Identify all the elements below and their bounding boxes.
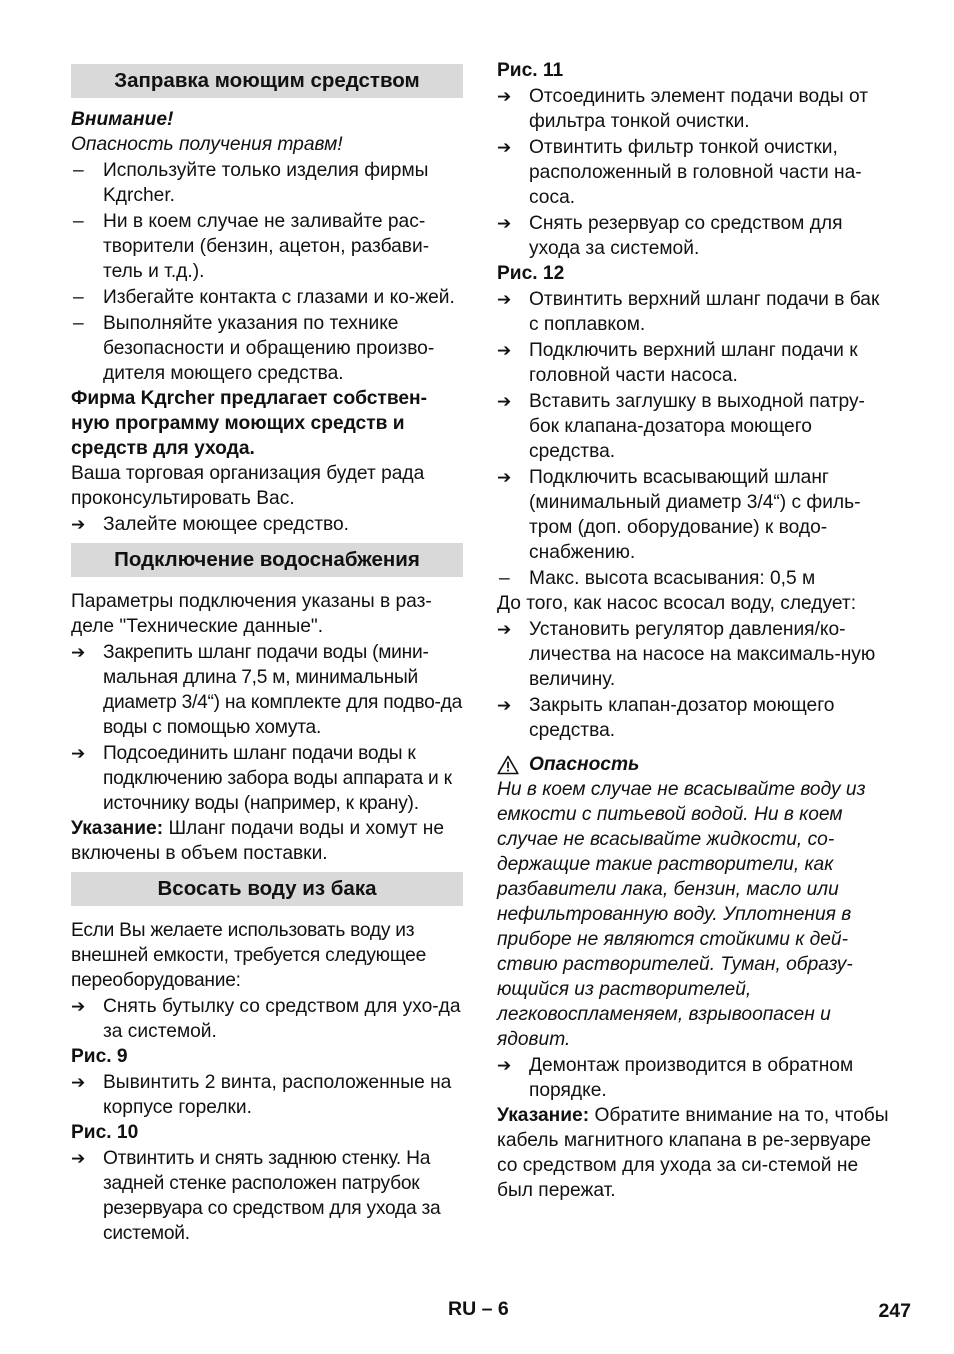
dash-marker-icon: – [73,313,84,334]
arrow-icon: ➔ [71,1149,85,1168]
dash-marker-icon: – [499,568,510,589]
arrow-icon: ➔ [497,468,512,487]
arrow-icon: ➔ [497,1056,512,1075]
step-item [497,693,889,743]
step-text: Отвинтить верхний шланг подачи в бак с поплавком. [529,289,880,335]
note-paragraph [497,1103,889,1203]
step-item [497,1053,889,1103]
footer-page-number: 247 [878,1300,911,1322]
step-text: Залейте моющее средство. [103,514,349,535]
step-item [71,1146,463,1246]
step-text: Подключить всасывающий шланг (минимальный диаметр 3/4“) с филь-тром (доп. оборудование) к водо-снабжению. [529,467,861,563]
danger-title: Опасность [529,754,640,775]
step-item [497,617,889,692]
figure-label-9: Рис. 9 [71,1046,128,1067]
note-text: Обратите внимание на то, чтобы кабель магнитного клапана в ре-зервуаре со средством для ухода за си-стемой не был пережат. [497,1105,889,1201]
step-item [497,135,889,210]
dash-list-item [71,209,463,284]
step-text: Отсоединить элемент подачи воды от фильтра тонкой очистки. [529,86,869,132]
step-text: Вставить заглушку в выходной патру-бок клапана-дозатора моющего средства. [529,391,865,462]
arrow-icon: ➔ [71,643,85,662]
list-item-text: Выполняйте указания по технике безопасности и обращению произво-дителя моющего средства. [103,313,435,384]
arrow-icon: ➔ [497,620,512,639]
list-item-text: Используйте только изделия фирмы Kдrcher. [103,160,429,206]
arrow-icon: ➔ [497,341,512,360]
warning-triangle-icon [497,755,519,775]
step-item [497,211,889,261]
dealer-consult-text: Ваша торговая организация будет рада проконсультировать Вас. [71,463,425,509]
note-label: Указание: [497,1105,590,1126]
step-text: Снять бутылку со средством для ухо-да за системой. [103,996,461,1042]
dash-list-item [71,158,463,208]
figure-label-11: Рис. 11 [497,60,564,81]
section-heading-tank-suction: Всосать воду из бака [71,872,463,906]
danger-heading [497,752,889,777]
figure-label-12: Рис. 12 [497,263,565,284]
step-item [497,287,889,337]
arrow-icon: ➔ [497,138,512,157]
injury-warning: Опасность получения травм! [71,134,343,155]
list-item-text: Макс. высота всасывания: 0,5 м [529,568,816,589]
list-item-text: Ни в коем случае не заливайте рас-творители (бензин, ацетон, разбави-тель и т.д.). [103,211,430,282]
dash-marker-icon: – [73,211,84,232]
danger-text: Ни в коем случае не всасывайте воду из емкости с питьевой водой. Ни в коем случае не всасывайте жидкости, со-держащие такие растворители, как разбавители лака, бензин, масло или нефильтрованную воду. Уплотнения в приборе не являются стойкими к дей-ствию растворителей. Туман, образу-ющийся из растворителей, легковоспламеняем, взрывоопасен и ядовит. [497,779,866,1050]
dash-marker-icon: – [73,160,84,181]
arrow-icon: ➔ [497,290,512,309]
left-column [71,58,463,1246]
section-heading-detergent: Заправка моющим средством [71,64,463,98]
step-text: Подключить верхний шланг подачи к головной части насоса. [529,340,858,386]
step-item [71,640,463,740]
detergent-program-note: Фирма Kдrcher предлагает собствен-ную программу моющих средств и средств для ухода. [71,388,428,459]
arrow-icon: ➔ [497,696,512,715]
right-column [497,58,889,1203]
list-item-text: Избегайте контакта с глазами и ко-жей. [103,287,455,308]
arrow-icon: ➔ [497,214,512,233]
arrow-icon: ➔ [497,87,512,106]
note-label: Указание: [71,818,164,839]
step-text: Вывинтить 2 винта, расположенные на корпусе горелки. [103,1072,452,1118]
step-text: Установить регулятор давления/ко-личества на насосе на максималь-ную величину. [529,619,876,690]
section-heading-water-supply: Подключение водоснабжения [71,543,463,577]
dash-list-item [497,566,889,591]
step-text: Демонтаж производится в обратном порядке. [529,1055,854,1101]
step-item [71,741,463,816]
arrow-icon: ➔ [71,1073,86,1092]
footer-section-code: RU – 6 [448,1298,509,1320]
step-item [497,338,889,388]
step-text: Закрепить шланг подачи воды (мини-мальная длина 7,5 м, минимальный диаметр 3/4“) на комплекте для подво-да воды с помощью хомута. [103,642,462,738]
dash-marker-icon: – [73,287,84,308]
step-item [71,512,463,537]
step-text: Закрыть клапан-дозатор моющего средства. [529,695,835,741]
step-item [71,1070,463,1120]
step-item [497,389,889,464]
arrow-icon: ➔ [71,997,86,1016]
step-text: Отвинтить фильтр тонкой очистки, расположенный в головной части на-соса. [529,137,862,208]
arrow-icon: ➔ [71,744,85,763]
external-container-text: Если Вы желаете использовать воду из внешней емкости, требуется следующее переоборудование: [71,920,426,991]
step-item [497,84,889,134]
step-text: Снять резервуар со средством для ухода за системой. [529,213,843,259]
note-text: Шланг подачи воды и хомут не включены в объем поставки. [71,818,444,864]
step-text: Отвинтить и снять заднюю стенку. На задней стенке расположен патрубок резервуара со средством для ухода за системой. [103,1148,441,1244]
step-item [71,994,463,1044]
arrow-icon: ➔ [497,392,512,411]
note-paragraph [71,816,463,866]
step-text: Подсоединить шланг подачи воды к подключению забора воды аппарата и к источнику воды (например, к крану). [103,743,452,814]
figure-label-10: Рис. 10 [71,1122,139,1143]
step-item [497,465,889,565]
before-suction-text: До того, как насос всосал воду, следует: [497,593,857,614]
arrow-icon: ➔ [71,515,86,534]
connection-params-text: Параметры подключения указаны в раз-деле "Технические данные". [71,591,432,637]
dash-list-item [71,311,463,386]
attention-label: Внимание! [71,109,174,130]
dash-list-item [71,285,463,310]
